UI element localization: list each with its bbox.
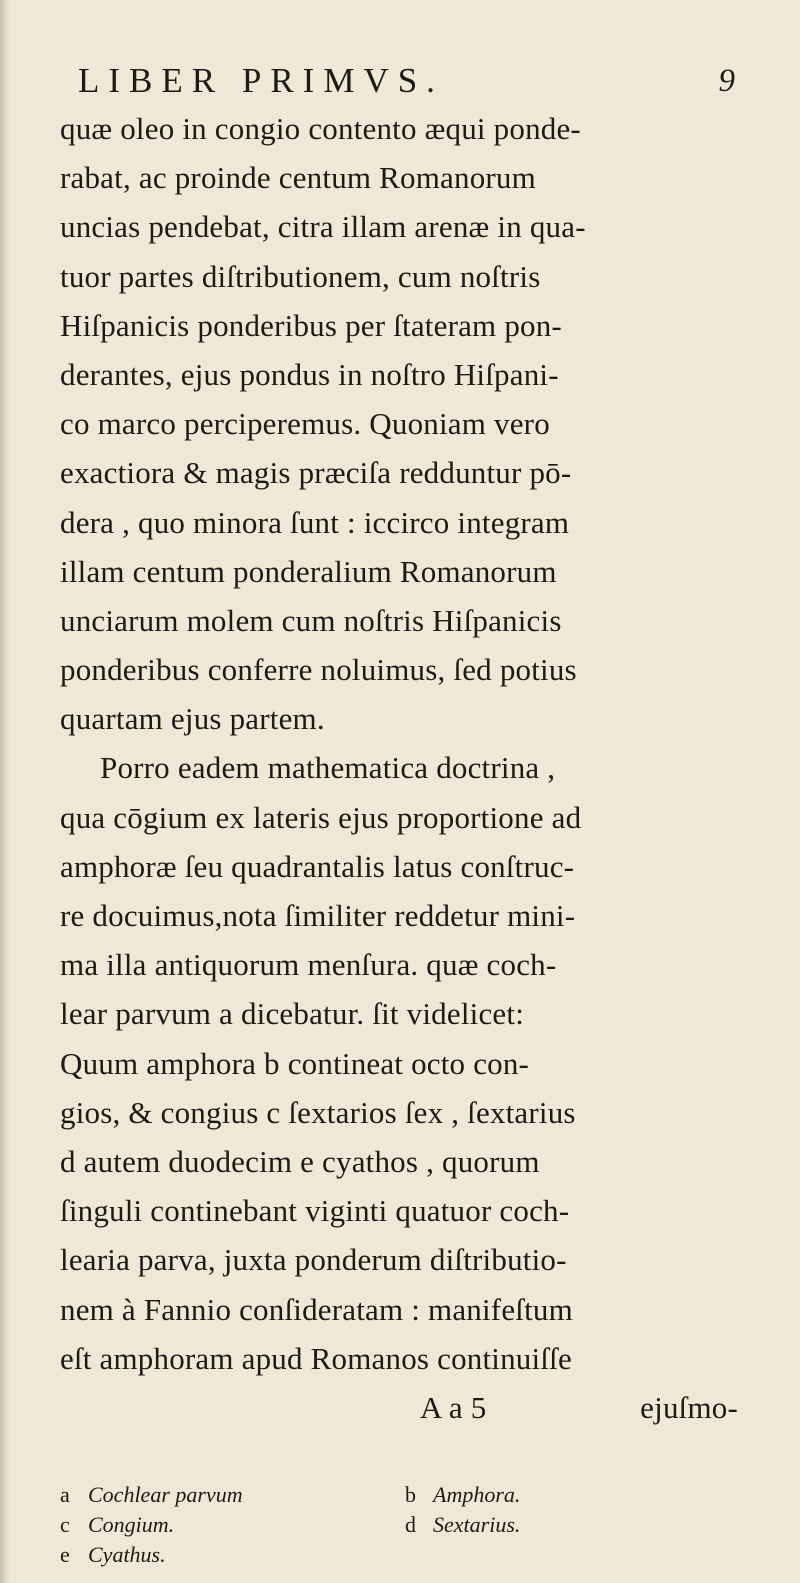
paragraph-start-line: Porro eadem mathematica doctrina , xyxy=(100,750,556,786)
text-line: co marco perciperemus. Quoniam vero xyxy=(60,406,550,442)
catchword: ejuſmo- xyxy=(640,1389,738,1425)
footnote xyxy=(60,1540,410,1570)
text-line: learia parva, juxta ponderum diſtributio- xyxy=(60,1242,567,1278)
footnote xyxy=(60,1510,405,1540)
text-line: gios, & congius c ſextarios ſex , ſextarius xyxy=(60,1094,576,1130)
text-line: quartam ejus partem. xyxy=(60,701,325,737)
text-line: d autem duodecim e cyathos , quorum xyxy=(60,1143,540,1179)
text-line: qua cōgium ex lateris ejus proportione ad xyxy=(60,799,582,835)
text-line: lear parvum a dicebatur. ſit videlicet: xyxy=(60,996,525,1032)
footnote xyxy=(405,1480,750,1510)
text-line: dera , quo minora ſunt : iccirco integram xyxy=(60,504,570,540)
footnote-text: Cochlear parvum xyxy=(88,1482,243,1507)
page-number: 9 xyxy=(718,63,735,99)
text-line: tuor partes diſtributionem, cum noſtris xyxy=(60,258,541,294)
footnote-text: Congium. xyxy=(88,1512,175,1537)
body-text xyxy=(60,104,750,1432)
footnote-mark: a xyxy=(60,1482,70,1507)
footnote-mark: b xyxy=(405,1482,416,1507)
footnote xyxy=(60,1480,405,1510)
footnote-mark: d xyxy=(405,1512,416,1537)
text-line: amphoræ ſeu quadrantalis latus conſtruc- xyxy=(60,848,575,884)
text-line: ma illa antiquorum menſura. quæ coch- xyxy=(60,947,557,983)
page-edge-shadow xyxy=(0,0,10,1583)
footnote-text: Amphora. xyxy=(433,1482,521,1507)
footnote-mark: c xyxy=(60,1512,70,1537)
text-line: derantes, ejus pondus in noſtro Hiſpani- xyxy=(60,356,559,392)
text-line: eſt amphoram apud Romanos continuiſſe xyxy=(60,1340,572,1376)
text-line: rabat, ac proinde centum Romanorum xyxy=(60,160,536,196)
text-line: ponderibus conferre noluimus, ſed potius xyxy=(60,652,577,688)
text-line: nem à Fannio conſideratam : manifeſtum xyxy=(60,1291,573,1327)
text-line: Quum amphora b contineat octo con- xyxy=(60,1045,530,1081)
running-title: LIBER PRIMVS. xyxy=(78,61,444,100)
text-line: illam centum ponderalium Romanorum xyxy=(60,553,557,589)
text-line: quæ oleo in congio contento æqui ponde- xyxy=(60,111,581,146)
footnote-text: Cyathus. xyxy=(88,1542,166,1567)
text-line: ſinguli continebant viginti quatuor coch- xyxy=(60,1193,570,1229)
text-line: Hiſpanicis ponderibus per ſtateram pon- xyxy=(60,307,562,343)
footnotes xyxy=(60,1480,750,1570)
signature-mark: A a 5 xyxy=(420,1389,487,1425)
catchline xyxy=(60,1383,750,1432)
text-line: uncias pendebat, citra illam arenæ in qua- xyxy=(60,209,586,245)
footnote-mark: e xyxy=(60,1542,70,1567)
footnote xyxy=(405,1510,750,1540)
text-line: exactiora & magis præciſa redduntur pō- xyxy=(60,455,572,491)
footnote-text: Sextarius. xyxy=(433,1512,521,1537)
text-line: re docuimus,nota ſimiliter reddetur mini- xyxy=(60,898,576,933)
text-line: unciarum molem cum noſtris Hiſpanicis xyxy=(60,602,562,638)
page-header xyxy=(60,58,740,108)
